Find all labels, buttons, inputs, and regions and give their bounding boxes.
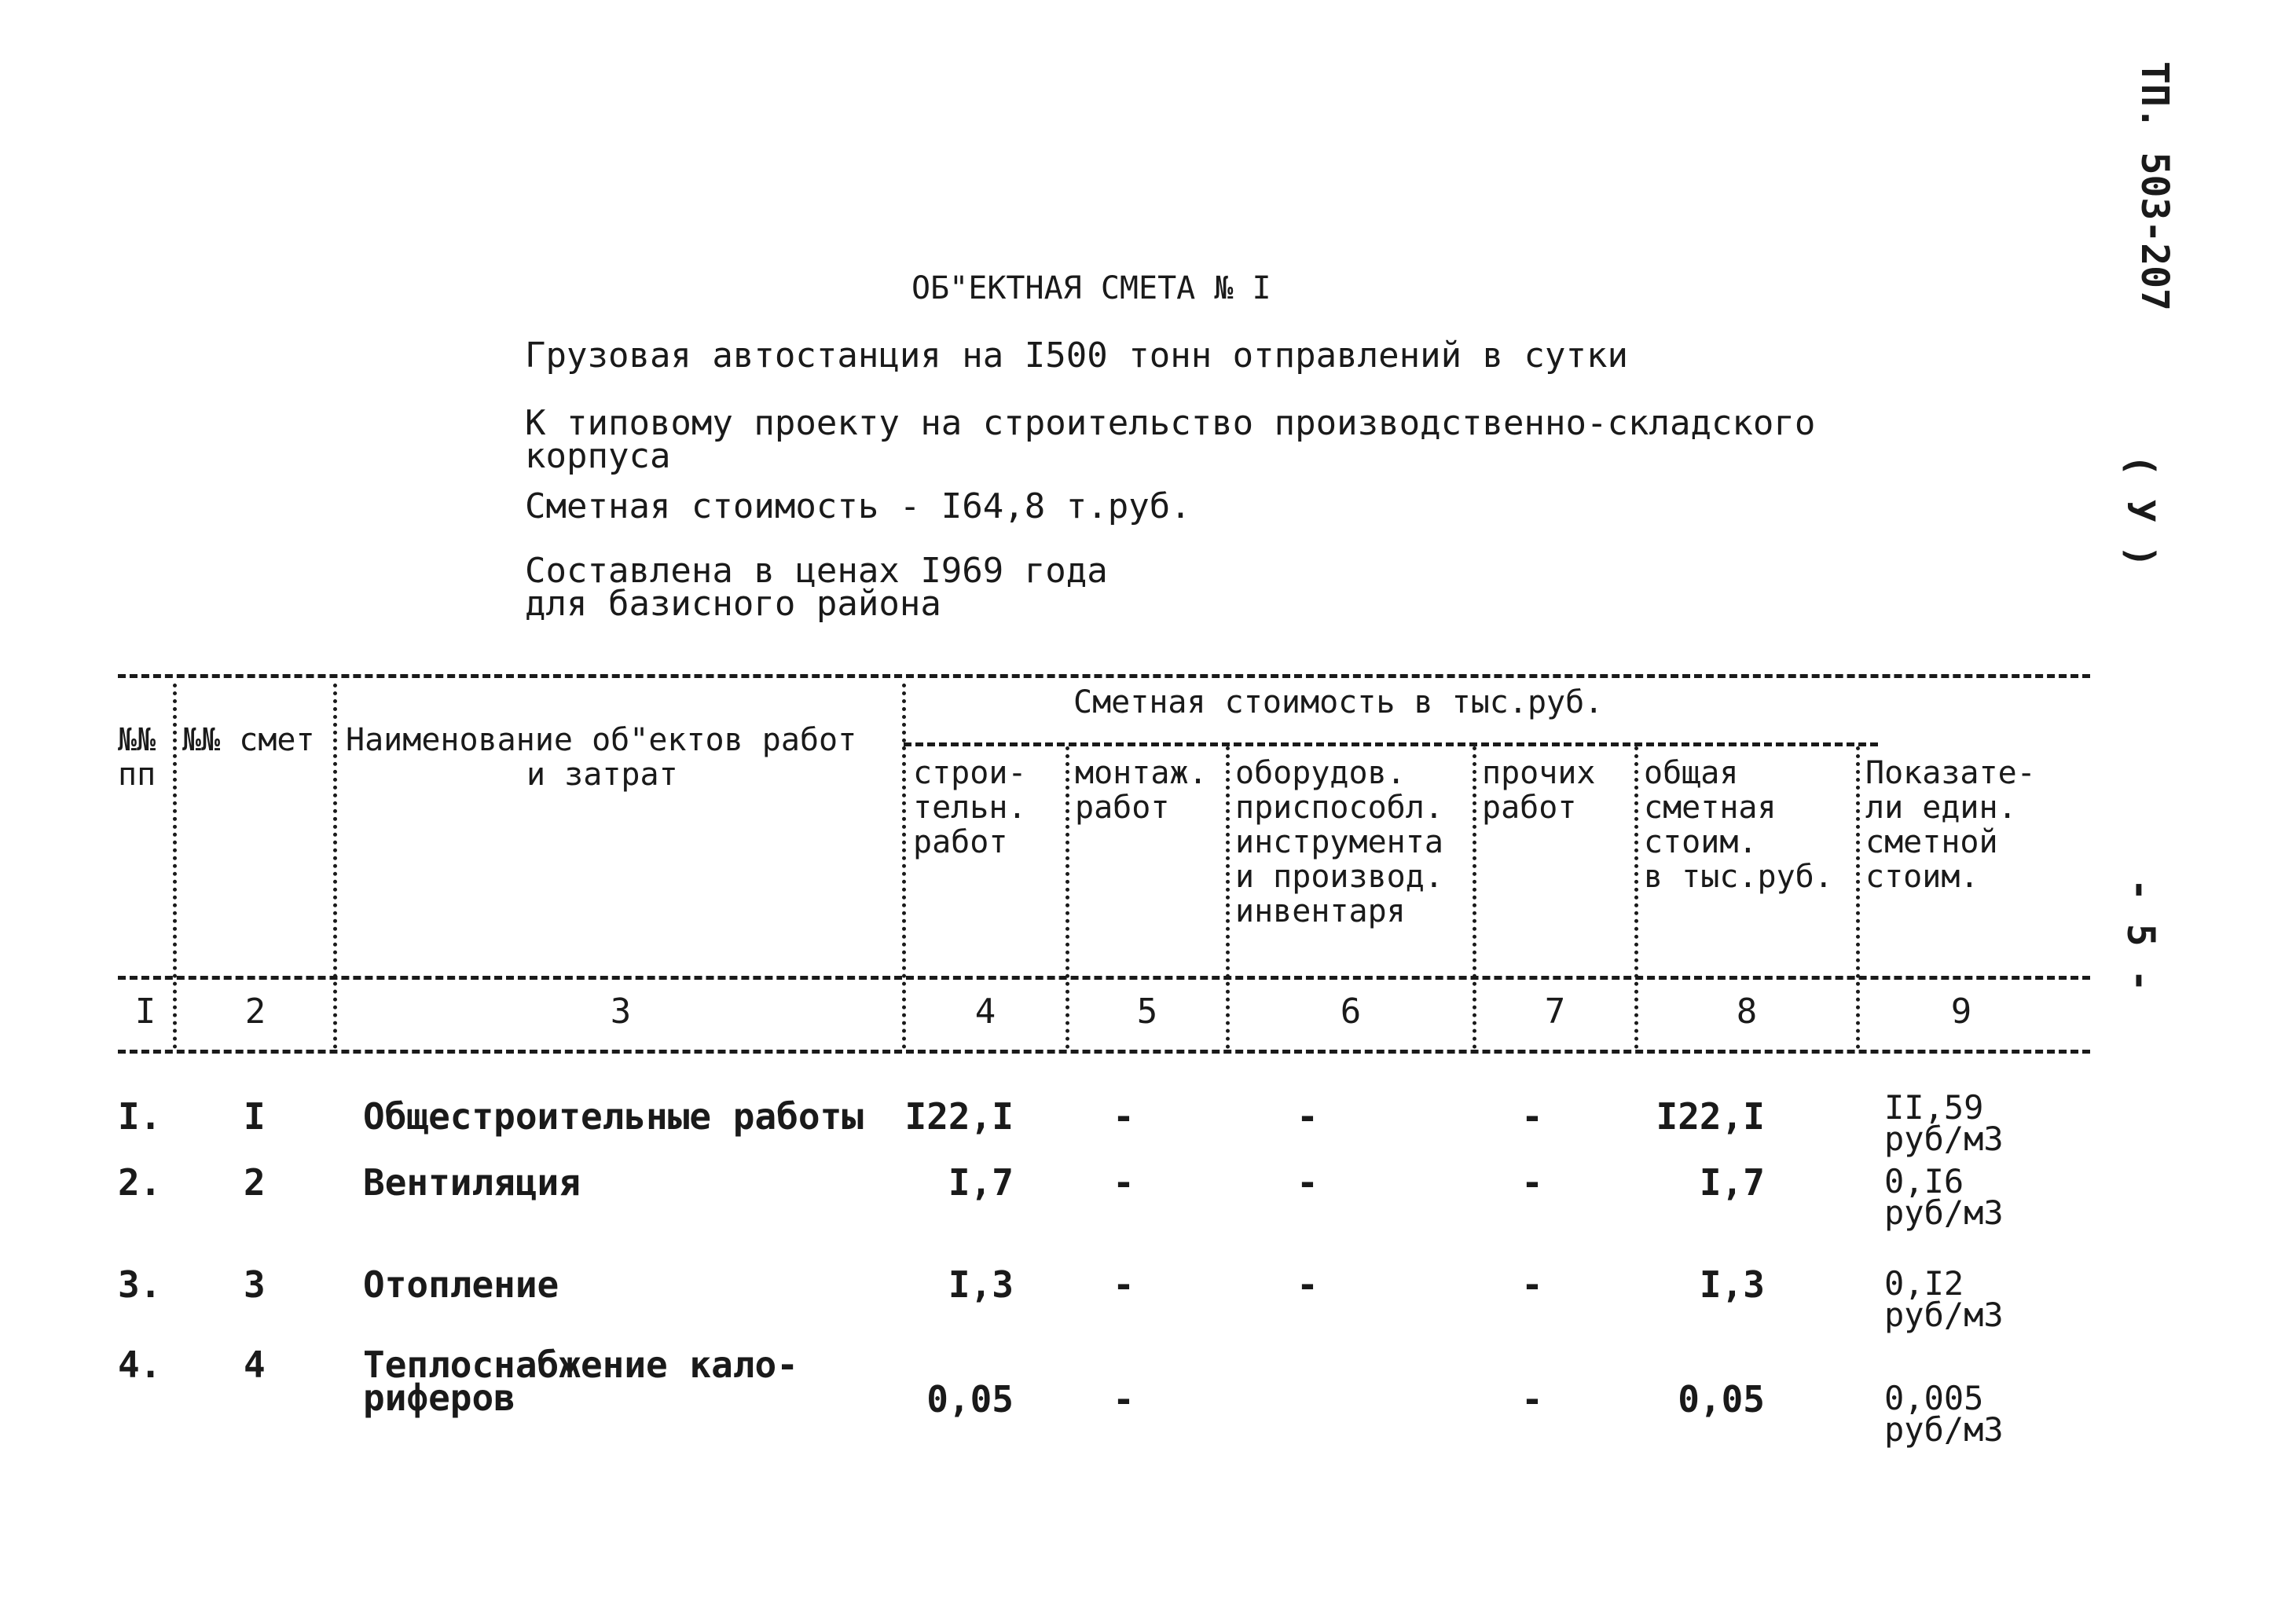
purpose-line-2: корпуса bbox=[525, 436, 671, 476]
table-row-2-smet: 2 bbox=[244, 1161, 266, 1204]
table-row-4-pp: 4. bbox=[118, 1344, 162, 1386]
table-row-1-total: I22,I bbox=[1656, 1095, 1765, 1138]
table-row-3-build: I,3 bbox=[948, 1263, 1014, 1306]
header-index: Показате- ли един. сметной стоим. bbox=[1865, 755, 2036, 895]
table-row-1-pp: I. bbox=[118, 1095, 162, 1138]
header-total: общая сметная стоим. в тыс.руб. bbox=[1644, 755, 1833, 895]
table-row-2-pp: 2. bbox=[118, 1161, 162, 1204]
table-row-1-build: I22,I bbox=[904, 1095, 1014, 1138]
colnum-9: 9 bbox=[1950, 992, 1972, 1032]
table-row-3-total: I,3 bbox=[1699, 1263, 1765, 1306]
table-top-rule bbox=[118, 674, 2090, 678]
table-row-2-name: Вентиляция bbox=[363, 1161, 581, 1204]
table-row-3-index: 0,I2 руб/м3 bbox=[1884, 1264, 2004, 1334]
document-title: ОБ"ЕКТНАЯ СМЕТА № I bbox=[911, 270, 1271, 306]
colnum-7: 7 bbox=[1544, 992, 1566, 1032]
header-smet: №№ смет bbox=[182, 722, 315, 758]
table-row-1-index: II,59 руб/м3 bbox=[1884, 1088, 2004, 1158]
table-row-1-name: Общестроительные работы bbox=[363, 1095, 864, 1138]
colnum-4: 4 bbox=[974, 992, 996, 1032]
project-code: ТП. 503-207 bbox=[2133, 61, 2177, 311]
table-row-3-name: Отопление bbox=[363, 1263, 559, 1306]
estimated-cost: Сметная стоимость - I64,8 т.руб. bbox=[525, 486, 1191, 526]
table-row-1-equip: - bbox=[1297, 1095, 1319, 1138]
colnum-6: 6 bbox=[1340, 992, 1362, 1032]
table-row-2-total: I,7 bbox=[1699, 1161, 1765, 1204]
table-row-3-mount: - bbox=[1113, 1263, 1135, 1306]
table-row-2-build: I,7 bbox=[948, 1161, 1014, 1204]
page-number: - 5 - bbox=[2118, 878, 2162, 992]
table-row-2-index: 0,I6 руб/м3 bbox=[1884, 1162, 2004, 1232]
header-name: Наименование об"ектов работ и затрат bbox=[346, 722, 857, 793]
table-row-3-other: - bbox=[1521, 1263, 1543, 1306]
table-row-4-name: Теплоснабжение кало- риферов bbox=[363, 1344, 798, 1419]
colnum-5: 5 bbox=[1136, 992, 1158, 1032]
header-build: строи- тельн. работ bbox=[913, 755, 1027, 860]
table-row-4-smet: 4 bbox=[244, 1344, 266, 1386]
table-row-1-other: - bbox=[1521, 1095, 1543, 1138]
colnum-8: 8 bbox=[1736, 992, 1758, 1032]
table-row-3-pp: 3. bbox=[118, 1263, 162, 1306]
sheet-mark: ( У ) bbox=[2118, 454, 2162, 568]
table-row-2-equip: - bbox=[1297, 1161, 1319, 1204]
table-row-2-mount: - bbox=[1113, 1161, 1135, 1204]
purpose-line-1: К типовому проекту на строительство производственно-складского bbox=[525, 403, 1816, 443]
header-equip: оборудов. приспособл. инструмента и производ. инвентаря bbox=[1235, 755, 1443, 929]
header-pp: №№ пп bbox=[118, 722, 156, 793]
table-row-3-equip: - bbox=[1297, 1263, 1319, 1306]
table-row-4-build: 0,05 bbox=[926, 1378, 1014, 1421]
table-row-3-smet: 3 bbox=[244, 1263, 266, 1306]
group-header: Сметная стоимость в тыс.руб. bbox=[1073, 684, 1604, 720]
table-row-4-index: 0,005 руб/м3 bbox=[1884, 1379, 2004, 1449]
table-row-4-mount: - bbox=[1113, 1378, 1135, 1421]
table-row-1-smet: I bbox=[244, 1095, 266, 1138]
header-other: прочих работ bbox=[1482, 755, 1596, 826]
document-subtitle: Грузовая автостанция на I500 тонн отправлений в сутки bbox=[525, 335, 1628, 376]
colnum-1: I bbox=[134, 992, 156, 1032]
prices-line-1: Составлена в ценах I969 года bbox=[525, 551, 1108, 591]
header-mount: монтаж. работ bbox=[1075, 755, 1208, 826]
table-row-1-mount: - bbox=[1113, 1095, 1135, 1138]
table-row-2-other: - bbox=[1521, 1161, 1543, 1204]
table-row-4-total: 0,05 bbox=[1678, 1378, 1765, 1421]
prices-line-2: для базисного района bbox=[525, 584, 941, 624]
header-bottom-rule bbox=[118, 976, 2090, 980]
numbers-bottom-rule bbox=[118, 1050, 2090, 1054]
colnum-3: 3 bbox=[610, 992, 632, 1032]
colnum-2: 2 bbox=[244, 992, 266, 1032]
table-row-4-other: - bbox=[1521, 1378, 1543, 1421]
group-header-rule bbox=[904, 742, 1878, 746]
